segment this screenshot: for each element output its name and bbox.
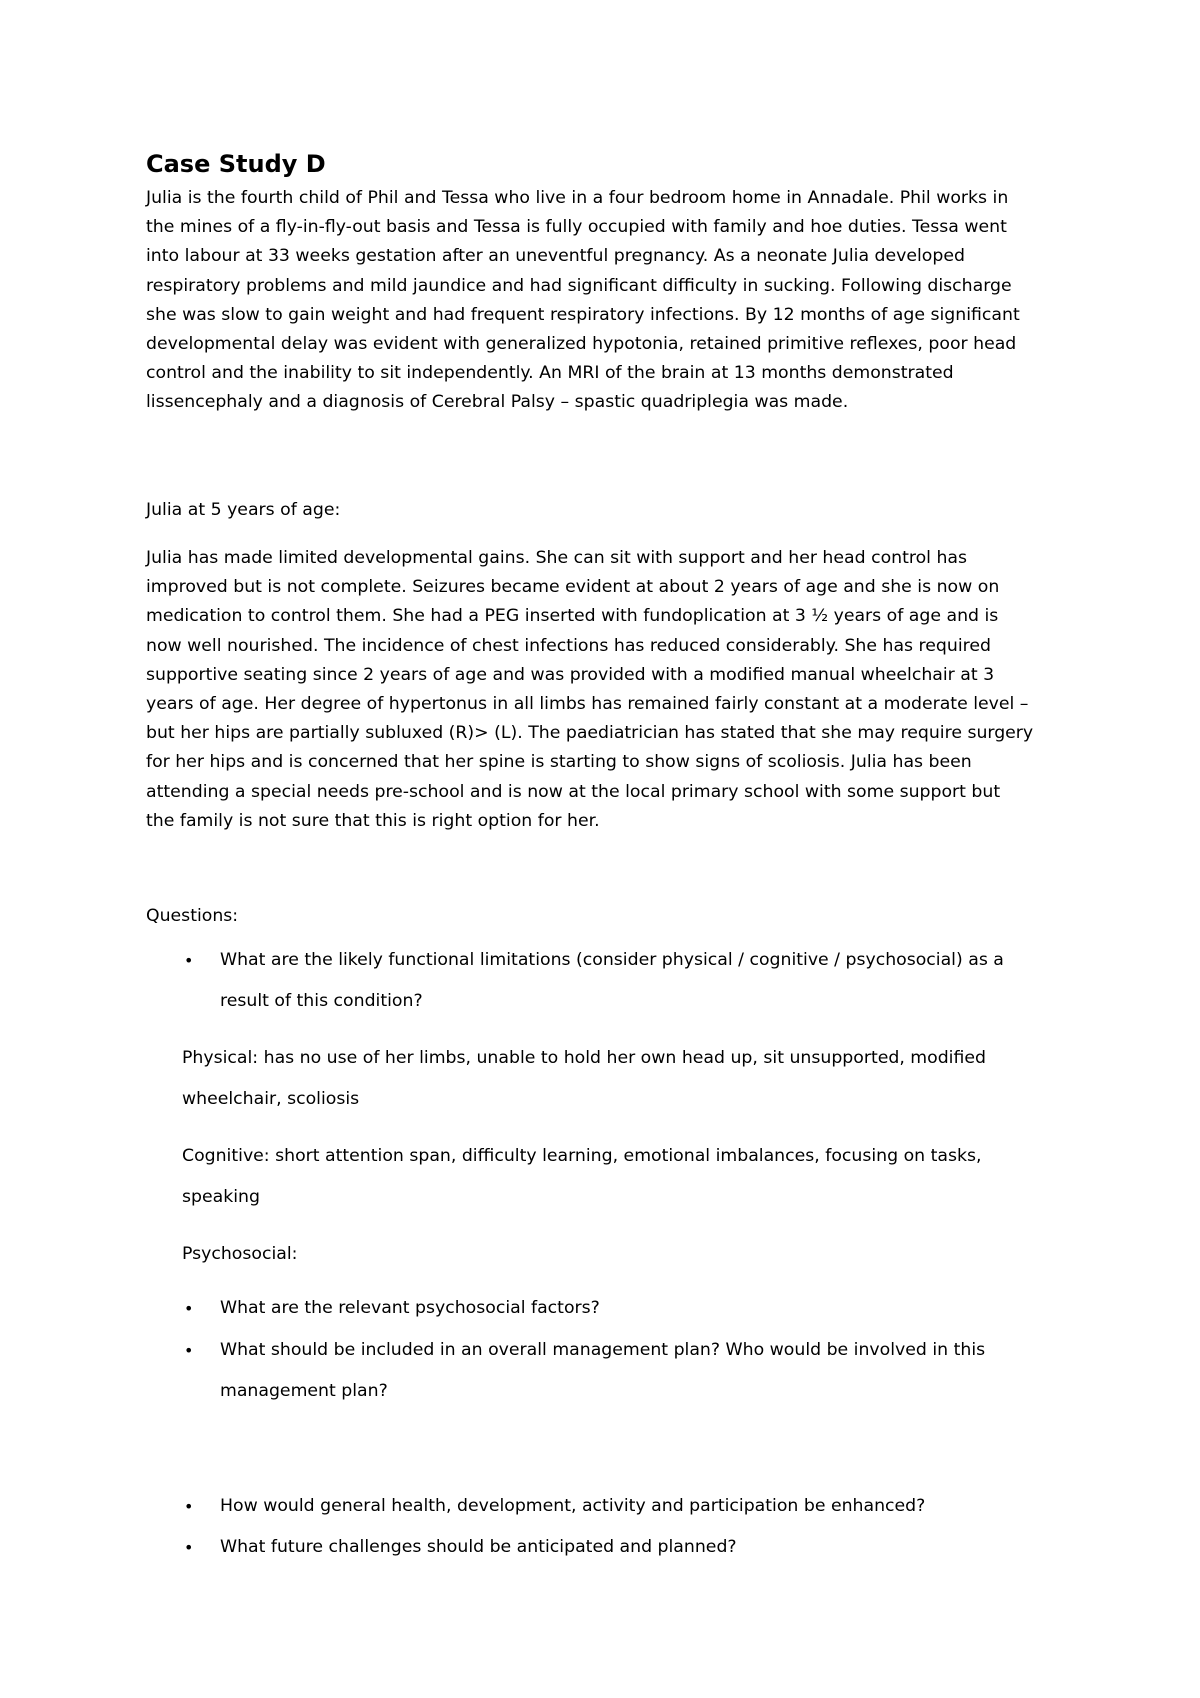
- bullet-icon: •: [184, 1497, 194, 1516]
- question-line: What should be included in an overall management plan? Who would be involved in this: [220, 1340, 986, 1360]
- psychosocial-answer: [182, 1234, 1082, 1275]
- bullet-icon: •: [184, 1538, 194, 1557]
- question-text: [220, 1288, 600, 1329]
- age-line: for her hips and is concerned that her spine is starting to show signs of scoliosis. Julia has been: [146, 752, 972, 773]
- document-title: Case Study D: [146, 150, 326, 178]
- answer-line: Physical: has no use of her limbs, unable to hold her own head up, sit unsupported, modified: [182, 1048, 986, 1068]
- physical-answer: [182, 1038, 1082, 1120]
- intro-line: control and the inability to sit independently. An MRI of the brain at 13 months demonstrated: [146, 363, 954, 384]
- age-paragraph: [146, 544, 1066, 836]
- age-line: improved but is not complete. Seizures became evident at about 2 years of age and she is now on: [146, 577, 1000, 598]
- age-line: Julia has made limited developmental gains. She can sit with support and her head control has: [146, 548, 968, 568]
- age-line: attending a special needs pre-school and is now at the local primary school with some support but: [146, 781, 1001, 802]
- age-line: the family is not sure that this is right option for her.: [146, 810, 600, 831]
- bullet-icon: •: [184, 951, 194, 970]
- answer-line: wheelchair, scoliosis: [182, 1089, 360, 1109]
- bullet-icon: •: [184, 1341, 194, 1360]
- intro-paragraph: [146, 184, 1066, 418]
- intro-line: the mines of a fly-in-fly-out basis and Tessa is fully occupied with family and hoe duties. Tessa went: [146, 217, 1007, 238]
- questions-heading: Questions:: [146, 906, 239, 926]
- question-line: What future challenges should be anticipated and planned?: [220, 1537, 737, 1557]
- answer-line: speaking: [182, 1187, 260, 1207]
- age-heading: Julia at 5 years of age:: [146, 500, 341, 520]
- age-line: years of age. Her degree of hypertonus in all limbs has remained fairly constant at a moderate level –: [146, 693, 1029, 714]
- intro-line: into labour at 33 weeks gestation after an uneventful pregnancy. As a neonate Julia developed: [146, 246, 965, 267]
- question-line: management plan?: [220, 1381, 388, 1401]
- intro-line: respiratory problems and mild jaundice and had significant difficulty in sucking. Following discharge: [146, 275, 1012, 296]
- cognitive-answer: [182, 1136, 1082, 1218]
- age-line: but her hips are partially subluxed (R)> (L). The paediatrician has stated that she may require surgery: [146, 723, 1034, 744]
- answer-line: Psychosocial:: [182, 1244, 298, 1264]
- question-line: result of this condition?: [220, 991, 423, 1011]
- age-line: now well nourished. The incidence of chest infections has reduced considerably. She has required: [146, 635, 991, 656]
- question-text: [220, 940, 1004, 1022]
- question-text: [220, 1527, 737, 1568]
- question-line: What are the relevant psychosocial factors?: [220, 1298, 600, 1318]
- bullet-icon: •: [184, 1299, 194, 1318]
- question-text: [220, 1486, 925, 1527]
- question-line: How would general health, development, activity and participation be enhanced?: [220, 1496, 926, 1516]
- intro-line: Julia is the fourth child of Phil and Tessa who live in a four bedroom home in Annadale. Phil works in: [146, 188, 1009, 208]
- question-text: [220, 1330, 985, 1412]
- intro-line: she was slow to gain weight and had frequent respiratory infections. By 12 months of age significant: [146, 304, 1020, 325]
- answer-line: Cognitive: short attention span, difficulty learning, emotional imbalances, focusing on tasks,: [182, 1146, 982, 1166]
- intro-line: lissencephaly and a diagnosis of Cerebral Palsy – spastic quadriplegia was made.: [146, 392, 849, 413]
- age-line: supportive seating since 2 years of age and was provided with a modified manual wheelchair at 3: [146, 664, 995, 685]
- intro-line: developmental delay was evident with generalized hypotonia, retained primitive reflexes, poor head: [146, 333, 1017, 354]
- question-line: What are the likely functional limitations (consider physical / cognitive / psychosocial) as a: [220, 950, 1004, 970]
- age-line: medication to control them. She had a PEG inserted with fundoplication at 3 ½ years of age and is: [146, 606, 999, 627]
